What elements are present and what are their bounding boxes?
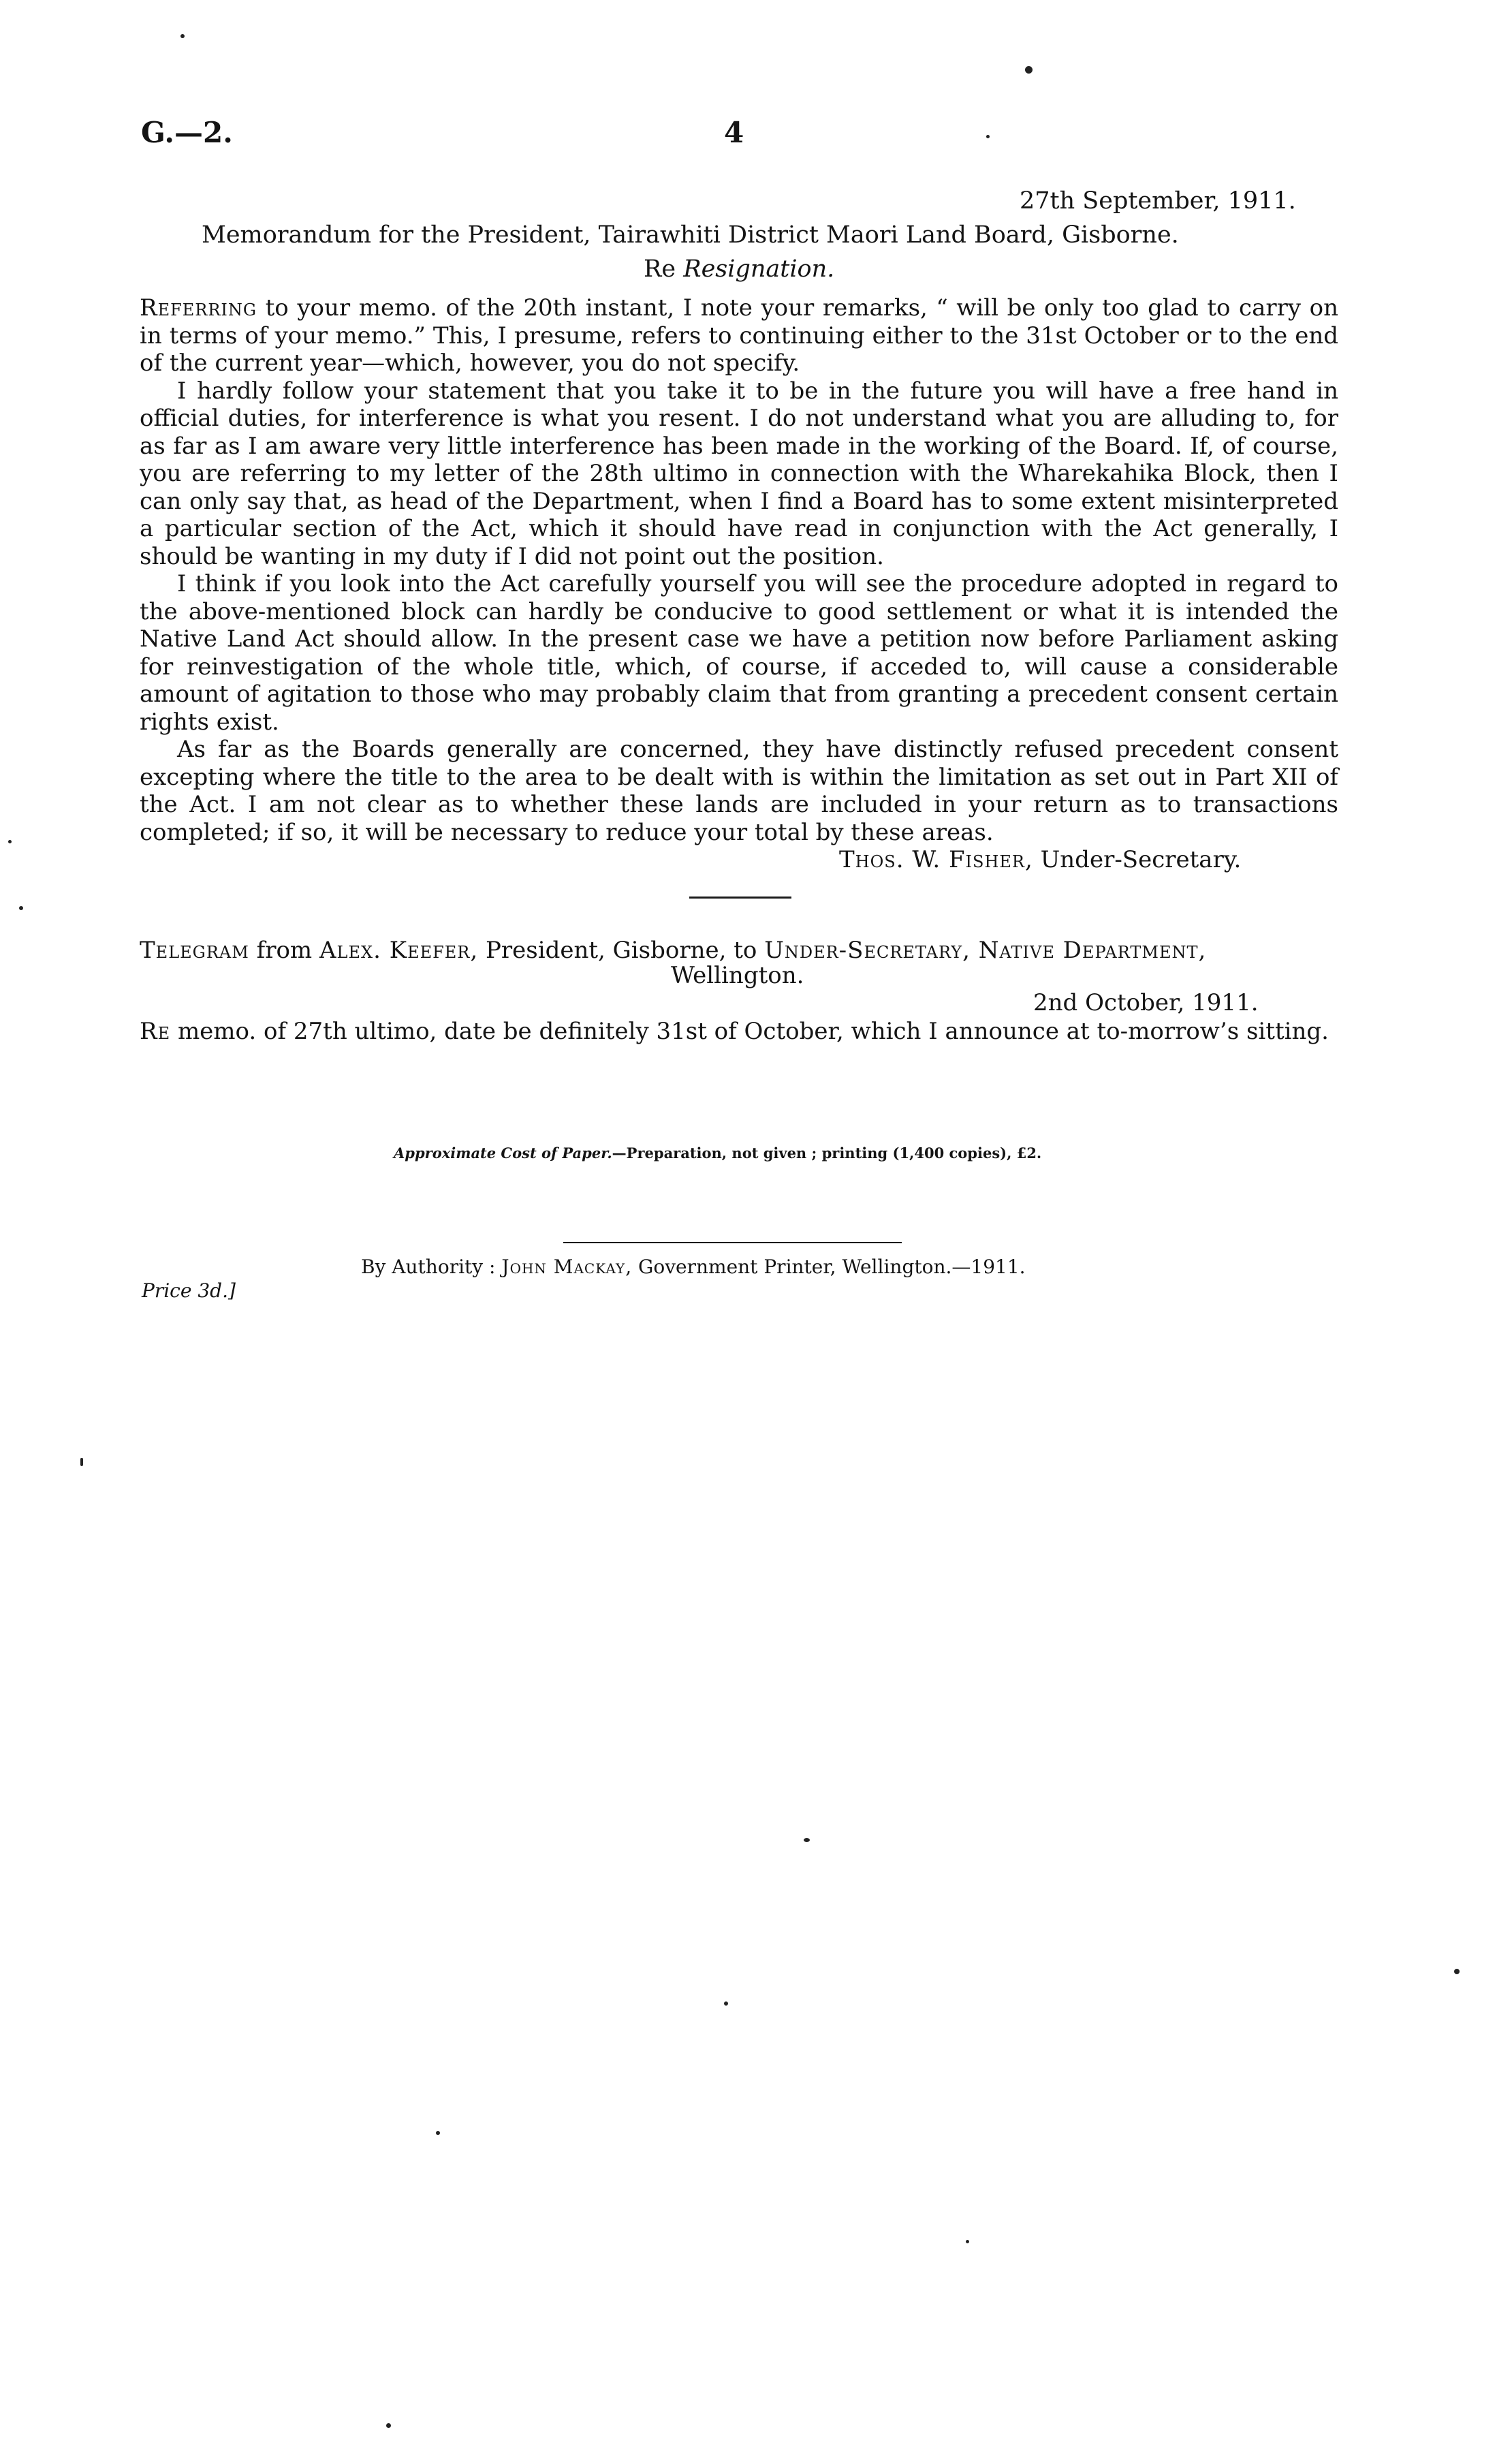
memo-subject	[644, 255, 834, 283]
telegram-recipient: Under-Secretary, Native Department,	[764, 937, 1207, 964]
memo-date: 27th September, 1911.	[1020, 187, 1296, 215]
price: Price 3d.]	[142, 1279, 236, 1302]
memo-subject-title: Resignation.	[683, 255, 835, 283]
telegram-heading	[140, 937, 1206, 964]
memo-paragraph-1	[140, 294, 1338, 377]
memo-paragraph-4: As far as the Boards generally are concerned, they have distinctly refused precedent consent excepting where the title to the area to be dealt with is within the limitation as set out in Part XII of the Act. I am not clear as to whether these lands are included in your return as to transactions completed; if so, it will be necessary to reduce your total by these areas.	[140, 736, 1338, 846]
memo-paragraph-2: I hardly follow your statement that you take it to be in the future you will have a free hand in official duties, for interference is what you resent. I do not understand what you are alluding to, for as far as I am aware very little interference has been made in the working of the Board. If, of course, you are referring to my letter of the 28th ultimo in connection with the Wharekahika Block, then I can only say that, as head of the Department, when I find a Board has to some extent misinterpreted a particular section of the Act, which it should have read in conjunction with the Act generally, I should be wanting in my duty if I did not point out the position.	[140, 377, 1338, 570]
scan-speck	[80, 1458, 83, 1466]
signature-title: Under-Secretary.	[1040, 846, 1242, 873]
scan-speck	[804, 1838, 810, 1842]
scan-speck	[986, 135, 990, 138]
memo-paragraph-3: I think if you look into the Act carefully yourself you will see the procedure adopted in regard to the above-mentioned block can hardly be conducive to good settlement or what it is intended the Native Land Act should allow. In the present case we have a petition now before Parliament asking for reinvestigation of the whole title, which, of course, if acceded to, will cause a considerable amount of agitation to those who may probably claim that from granting a precedent consent certain rights exist.	[140, 570, 1338, 736]
authority-rest: Government Printer, Wellington.—1911.	[638, 1256, 1026, 1278]
telegram-label: Telegram	[140, 937, 249, 964]
authority-prefix: By Authority :	[361, 1256, 496, 1278]
page-number: 4	[724, 116, 744, 149]
scan-speck	[19, 906, 23, 910]
memo-lead-word: Referring	[140, 294, 257, 322]
scan-speck	[8, 840, 12, 843]
memo-body	[140, 294, 1338, 846]
scan-speck	[1025, 66, 1033, 74]
cost-of-paper	[394, 1144, 1041, 1162]
cost-label: Approximate Cost of Paper.	[394, 1144, 612, 1162]
signature-name: Thos. W. Fisher,	[839, 846, 1033, 873]
telegram-date: 2nd October, 1911.	[1033, 989, 1259, 1016]
telegram-body	[140, 1018, 1338, 1046]
printer-name: John Mackay,	[501, 1256, 633, 1278]
telegram-body-text	[140, 1018, 1338, 1046]
telegram-sender-rest: President, Gisborne, to	[486, 937, 757, 964]
footer-divider	[563, 1242, 902, 1243]
memo-paragraph-1-text: to your memo. of the 20th instant, I note your remarks, “ will be only too glad to carry on in terms of your memo.” This, I presume, refers to continuing either to the 31st October or to the end of the current year—which, however, you do not specify.	[140, 294, 1338, 377]
section-divider	[689, 897, 791, 899]
memo-subject-prefix: Re	[644, 255, 676, 283]
scan-speck	[386, 2423, 391, 2428]
scan-speck	[180, 34, 185, 38]
memo-signature	[839, 846, 1241, 873]
document-reference: G.—2.	[141, 116, 233, 149]
printing-authority	[361, 1256, 1026, 1278]
cost-text: —Preparation, not given ; printing (1,400 copies), £2.	[612, 1144, 1042, 1162]
telegram-recipient-city: Wellington.	[671, 962, 804, 989]
telegram-body-rest: memo. of 27th ultimo, date be definitely 31st of October, which I announce at to-morrow’s sitting.	[177, 1018, 1329, 1045]
telegram-from-word: from	[256, 937, 313, 964]
memo-addressee: Memorandum for the President, Tairawhiti District Maori Land Board, Gisborne.	[202, 221, 1179, 249]
scan-speck	[1454, 1969, 1460, 1974]
scan-speck	[724, 2001, 728, 2006]
telegram-sender: Alex. Keefer,	[319, 937, 479, 964]
telegram-body-lead: Re	[140, 1018, 171, 1045]
scan-speck	[966, 2240, 969, 2243]
scan-speck	[436, 2131, 440, 2135]
